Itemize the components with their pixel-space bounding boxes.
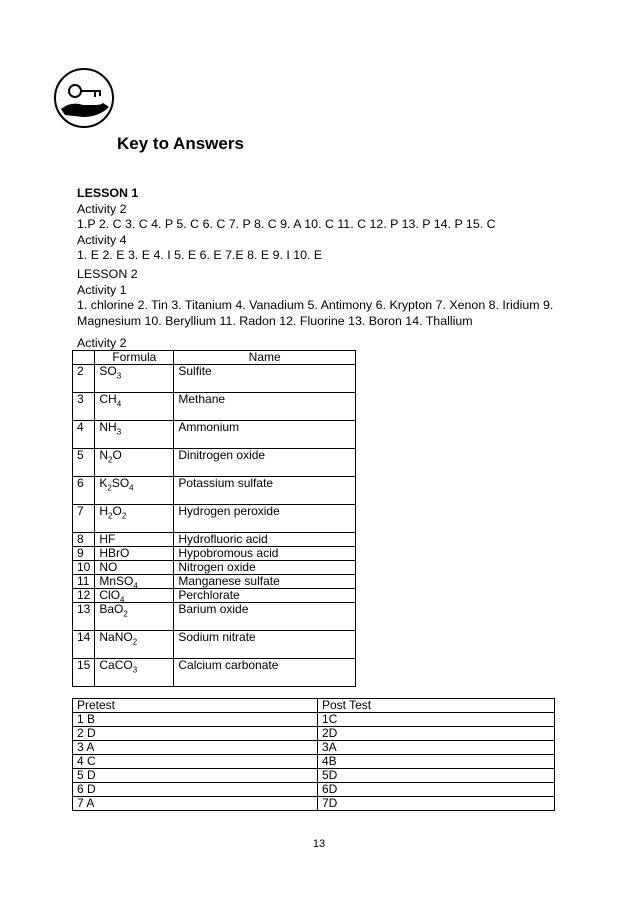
table-row <box>73 421 356 449</box>
page-title: Key to Answers <box>117 134 244 153</box>
row-name: Sulfite <box>174 365 356 393</box>
table-row <box>73 713 555 727</box>
lesson2-activity1-line2: Magnesium 10. Beryllium 11. Radon 12. Fluorine 13. Boron 14. Thallium <box>77 313 473 328</box>
pretest-answer: 4 C <box>73 755 318 769</box>
row-formula <box>95 575 174 589</box>
table-row <box>73 659 356 687</box>
row-name: Hydrofluoric acid <box>174 533 356 547</box>
compounds-table <box>72 350 356 687</box>
lesson1-activity2-answers: 1.P 2. C 3. C 4. P 5. C 6. C 7. P 8. C 9. A 10. C 11. C 12. P 13. P 14. P 15. C <box>77 217 496 231</box>
row-number: 6 <box>73 477 95 505</box>
formula-subscript: 3 <box>116 371 122 381</box>
table-row <box>73 741 555 755</box>
formula-subscript: 3 <box>132 665 138 675</box>
compounds-table-header <box>73 351 356 365</box>
row-formula <box>95 505 174 533</box>
formula-part: O <box>112 448 122 462</box>
row-formula <box>95 449 174 477</box>
header-pretest: Pretest <box>73 699 318 713</box>
row-name: Calcium carbonate <box>174 659 356 687</box>
lesson1-activity4-answers: 1. E 2. E 3. E 4. I 5. E 6. E 7.E 8. E 9. I 10. E <box>77 248 323 262</box>
row-number: 2 <box>73 365 95 393</box>
lesson1-activity2-label: Activity 2 <box>77 201 127 216</box>
lesson2-activity1-label: Activity 1 <box>77 282 127 297</box>
posttest-answer: 7D <box>318 797 555 811</box>
posttest-answer: 6D <box>318 783 555 797</box>
row-number: 11 <box>73 575 95 589</box>
formula-part: O <box>112 504 122 518</box>
row-name: Barium oxide <box>174 603 356 631</box>
row-name: Manganese sulfate <box>174 575 356 589</box>
formula-part: NH <box>99 420 117 434</box>
pretest-answer: 5 D <box>73 769 318 783</box>
lesson2-activity1-line1: 1. chlorine 2. Tin 3. Titanium 4. Vanadium 5. Antimony 6. Krypton 7. Xenon 8. Iridium 9. <box>77 298 554 312</box>
row-formula <box>95 421 174 449</box>
row-name: Hydrogen peroxide <box>174 505 356 533</box>
test-table-header <box>73 699 555 713</box>
row-formula <box>95 365 174 393</box>
formula-part: ClO <box>99 588 121 602</box>
formula-subscript: 2 <box>108 511 113 521</box>
formula-part: HBrO <box>99 546 130 560</box>
row-name: Hypobromous acid <box>174 547 356 561</box>
row-number: 8 <box>73 533 95 547</box>
test-answers-table <box>72 698 555 811</box>
formula-part: SO <box>99 364 117 378</box>
row-formula <box>95 561 174 575</box>
formula-part: NO <box>99 560 118 574</box>
row-number: 10 <box>73 561 95 575</box>
formula-part: H <box>99 504 109 518</box>
row-formula <box>95 393 174 421</box>
table-row <box>73 477 356 505</box>
row-name: Potassium sulfate <box>174 477 356 505</box>
row-formula <box>95 477 174 505</box>
row-number: 12 <box>73 589 95 603</box>
header-name: Name <box>174 351 356 365</box>
formula-subscript: 2 <box>108 455 113 465</box>
posttest-answer: 4B <box>318 755 555 769</box>
formula-subscript: 4 <box>129 483 134 493</box>
formula-part: K <box>99 476 108 490</box>
pretest-answer: 1 B <box>73 713 318 727</box>
lesson2-activity2-label: Activity 2 <box>77 336 127 350</box>
table-row <box>73 533 356 547</box>
row-name: Sodium nitrate <box>174 631 356 659</box>
formula-part: CaCO <box>99 658 133 672</box>
row-formula <box>95 631 174 659</box>
table-row <box>73 505 356 533</box>
table-row <box>73 783 555 797</box>
formula-subscript: 4 <box>116 399 122 409</box>
row-name: Ammonium <box>174 421 356 449</box>
lesson2-heading: LESSON 2 <box>77 267 138 281</box>
posttest-answer: 2D <box>318 727 555 741</box>
formula-subscript: 2 <box>107 483 112 493</box>
row-name: Dinitrogen oxide <box>174 449 356 477</box>
table-row <box>73 755 555 769</box>
row-name: Perchlorate <box>174 589 356 603</box>
table-row <box>73 727 555 741</box>
formula-part: MnSO <box>99 574 134 588</box>
formula-part: CH <box>99 392 117 406</box>
formula-subscript: 2 <box>121 511 127 521</box>
pretest-answer: 3 A <box>73 741 318 755</box>
table-row <box>73 449 356 477</box>
page-number: 13 <box>312 838 326 850</box>
row-formula <box>95 533 174 547</box>
formula-part: N <box>99 448 109 462</box>
row-number: 7 <box>73 505 95 533</box>
table-row <box>73 393 356 421</box>
row-number: 5 <box>73 449 95 477</box>
formula-subscript: 4 <box>120 595 125 605</box>
row-number: 14 <box>73 631 95 659</box>
formula-subscript: 2 <box>123 609 128 619</box>
row-number: 15 <box>73 659 95 687</box>
formula-subscript: 4 <box>133 581 138 591</box>
row-name: Methane <box>174 393 356 421</box>
table-row <box>73 769 555 783</box>
row-formula <box>95 603 174 631</box>
table-row <box>73 631 356 659</box>
pretest-answer: 6 D <box>73 783 318 797</box>
table-row <box>73 561 356 575</box>
row-formula <box>95 589 174 603</box>
formula-part: SO <box>111 476 130 490</box>
table-row <box>73 589 356 603</box>
table-row <box>73 365 356 393</box>
pretest-answer: 2 D <box>73 727 318 741</box>
pretest-answer: 7 A <box>73 797 318 811</box>
table-row <box>73 797 555 811</box>
formula-part: BaO <box>99 602 124 616</box>
formula-part: NaNO <box>99 630 133 644</box>
posttest-answer: 3A <box>318 741 555 755</box>
header-formula: Formula <box>95 351 174 365</box>
posttest-answer: 5D <box>318 769 555 783</box>
table-row <box>73 575 356 589</box>
lesson1-heading: LESSON 1 <box>77 186 139 200</box>
formula-subscript: 3 <box>116 427 122 437</box>
row-number: 13 <box>73 603 95 631</box>
table-row <box>73 547 356 561</box>
formula-part: HF <box>99 532 116 546</box>
formula-subscript: 2 <box>132 637 138 647</box>
row-number: 4 <box>73 421 95 449</box>
header-posttest: Post Test <box>318 699 555 713</box>
lesson1-activity4-label: Activity 4 <box>77 232 127 247</box>
lesson2-section <box>77 267 553 329</box>
row-formula <box>95 659 174 687</box>
header-number <box>73 351 95 365</box>
table-row <box>73 603 356 631</box>
key-in-hand-icon <box>53 67 115 129</box>
posttest-answer: 1C <box>318 713 555 727</box>
row-formula <box>95 547 174 561</box>
lesson1-section <box>77 186 496 264</box>
row-number: 9 <box>73 547 95 561</box>
row-number: 3 <box>73 393 95 421</box>
row-name: Nitrogen oxide <box>174 561 356 575</box>
